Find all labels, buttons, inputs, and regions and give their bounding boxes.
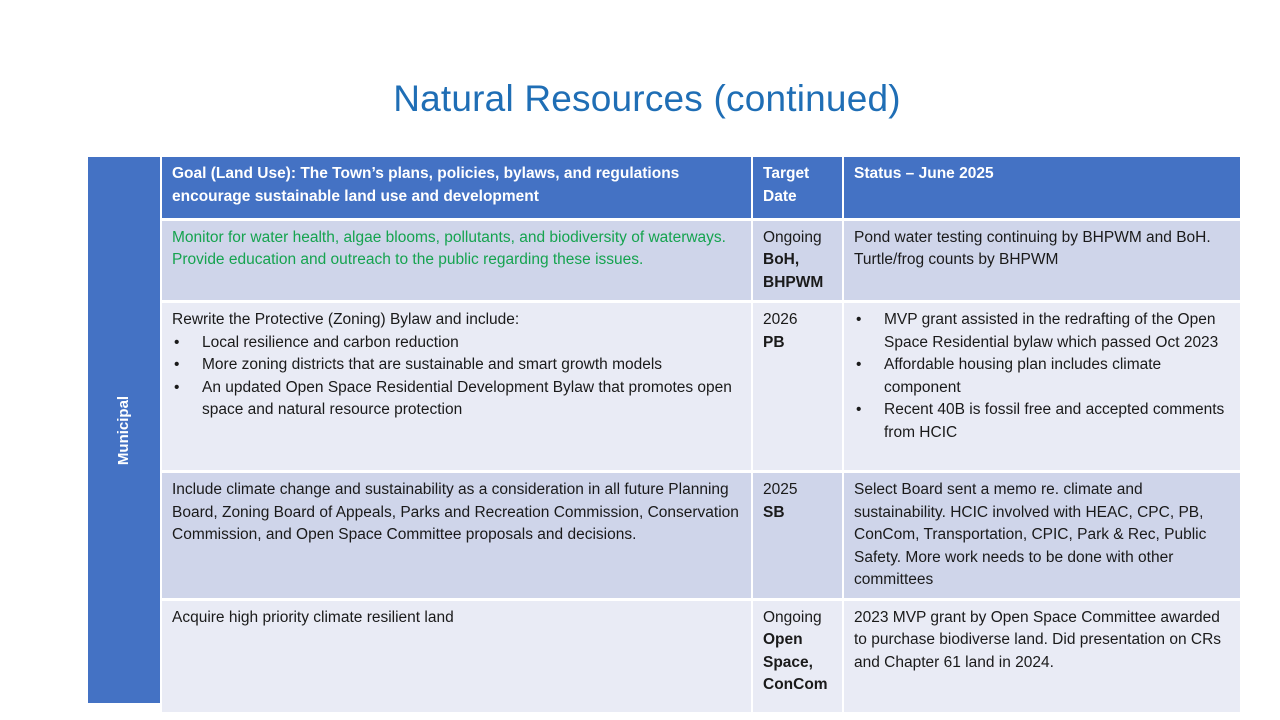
target-date: 2025 [763, 481, 798, 498]
target-date: Ongoing [763, 608, 822, 626]
table-row [161, 599, 1241, 713]
action-bullet-list [172, 332, 741, 422]
action-text: Acquire high priority climate resilient land [172, 608, 454, 626]
status-bullet: • MVP grant assisted in the redrafting of the Open Space Residential bylaw which passed Oct 2023 [854, 309, 1230, 354]
status-text: 2023 MVP grant by Open Space Committee awarded to purchase biodiverse land. Did presentation on CRs and Chapter 61 land in 2024. [854, 608, 1222, 671]
action-text: Monitor for water health, algae blooms, pollutants, and biodiversity of waterways. Provide education and outreach to the public regarding these issues. [172, 228, 726, 268]
table-row [161, 472, 1241, 600]
target-date: Ongoing [763, 228, 822, 246]
status-cell [843, 302, 1241, 472]
table-header-row [161, 157, 1241, 219]
page-title: Natural Resources (continued) [393, 78, 901, 119]
table-row [161, 302, 1241, 472]
status-bullet: • Affordable housing plan includes climate component [854, 354, 1230, 399]
status-line: Turtle/frog counts by BHPWM [854, 251, 1059, 268]
target-cell [752, 599, 843, 713]
responsible-party: Open Space, ConCom [763, 631, 828, 693]
goal-header: Goal (Land Use): The Town’s plans, policies, bylaws, and regulations encourage sustainable land use and development [161, 157, 752, 219]
status-header: Status – June 2025 [843, 157, 1241, 219]
status-cell [843, 219, 1241, 302]
action-table [160, 157, 1242, 715]
table-row [161, 219, 1241, 302]
action-cell [161, 302, 752, 472]
action-bullet: • Local resilience and carbon reduction [172, 332, 741, 355]
action-cell [161, 472, 752, 600]
responsible-party: PB [763, 333, 785, 351]
status-bullet: • Recent 40B is fossil free and accepted comments from HCIC [854, 399, 1230, 444]
status-bullet-list [854, 309, 1230, 444]
action-text: Include climate change and sustainability as a consideration in all future Planning Board, Zoning Board of Appeals, Parks and Recreation Commission, Conservation Commission, and Open Space Committee proposals and decisions. [172, 481, 739, 543]
action-text: Rewrite the Protective (Zoning) Bylaw and include: [172, 311, 520, 328]
action-cell [161, 219, 752, 302]
responsible-party: BoH, BHPWM [763, 251, 824, 291]
target-cell [752, 472, 843, 600]
status-cell [843, 599, 1241, 713]
target-date: 2026 [763, 311, 798, 328]
responsible-party: SB [763, 503, 785, 521]
category-label: Municipal [115, 395, 133, 465]
action-cell [161, 599, 752, 713]
category-band [88, 157, 160, 703]
status-line: Pond water testing continuing by BHPWM and BoH. [854, 228, 1211, 246]
action-bullet: • An updated Open Space Residential Development Bylaw that promotes open space and natural resource protection [172, 377, 741, 422]
status-text: Select Board sent a memo re. climate and sustainability. HCIC involved with HEAC, CPC, PB, ConCom, Transportation, CPIC, Park & Rec, Public Safety. More work needs to be done with other committees [854, 481, 1207, 588]
status-cell [843, 472, 1241, 600]
action-bullet: • More zoning districts that are sustainable and smart growth models [172, 354, 741, 377]
target-cell [752, 302, 843, 472]
target-date-header: Target Date [752, 157, 843, 219]
target-cell [752, 219, 843, 302]
